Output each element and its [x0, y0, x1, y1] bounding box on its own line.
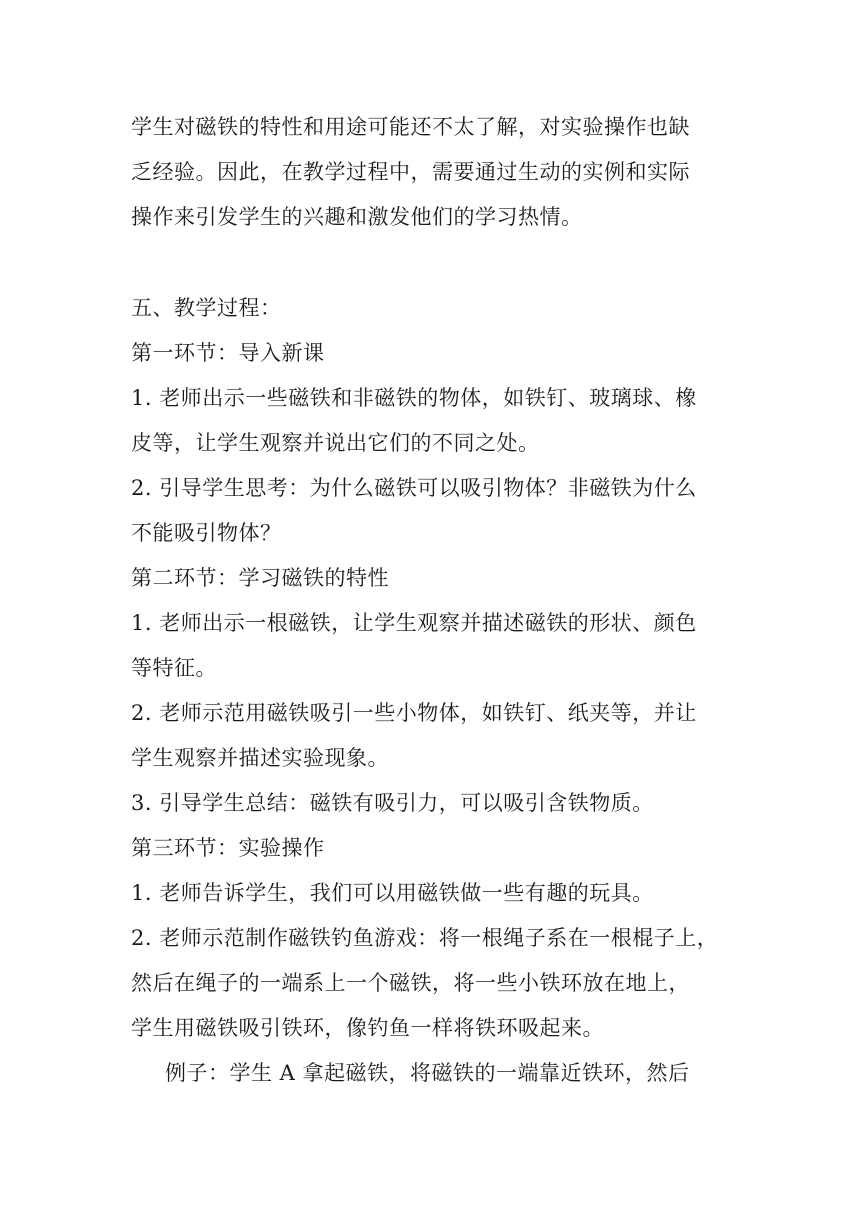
list-item-line: 皮等，让学生观察并说出它们的不同之处。 — [131, 431, 540, 455]
list-item-line: 3. 引导学生总结：磁铁有吸引力，可以吸引含铁物质。 — [131, 791, 654, 815]
paragraph-line: 乏经验。因此，在教学过程中，需要通过生动的实例和实际 — [131, 160, 690, 184]
section-heading: 五、教学过程： — [131, 296, 282, 320]
list-item-line: 学生观察并描述实验现象。 — [131, 746, 389, 770]
example-line: 例子：学生 A 拿起磁铁，将磁铁的一端靠近铁环，然后 — [165, 1061, 690, 1085]
paragraph-line: 学生对磁铁的特性和用途可能还不太了解，对实验操作也缺 — [131, 115, 690, 139]
list-item-line: 2. 老师示范制作磁铁钓鱼游戏：将一根绳子系在一根棍子上， — [131, 926, 719, 950]
list-item-line: 等特征。 — [131, 656, 217, 680]
subsection-heading: 第二环节：学习磁铁的特性 — [131, 566, 389, 590]
subsection-heading: 第三环节：实验操作 — [131, 836, 325, 860]
list-item-line: 2. 引导学生思考：为什么磁铁可以吸引物体？非磁铁为什么 — [131, 476, 697, 500]
subsection-heading: 第一环节：导入新课 — [131, 341, 325, 365]
list-item-line: 1. 老师告诉学生，我们可以用磁铁做一些有趣的玩具。 — [131, 881, 654, 905]
list-item-line: 不能吸引物体？ — [131, 521, 282, 545]
list-item-line: 学生用磁铁吸引铁环，像钓鱼一样将铁环吸起来。 — [131, 1016, 604, 1040]
list-item-line: 然后在绳子的一端系上一个磁铁，将一些小铁环放在地上， — [131, 971, 690, 995]
list-item-line: 1. 老师出示一些磁铁和非磁铁的物体，如铁钉、玻璃球、橡 — [131, 386, 697, 410]
list-item-line: 1. 老师出示一根磁铁，让学生观察并描述磁铁的形状、颜色 — [131, 611, 697, 635]
paragraph-line: 操作来引发学生的兴趣和激发他们的学习热情。 — [131, 205, 583, 229]
list-item-line: 2. 老师示范用磁铁吸引一些小物体，如铁钉、纸夹等，并让 — [131, 701, 697, 725]
